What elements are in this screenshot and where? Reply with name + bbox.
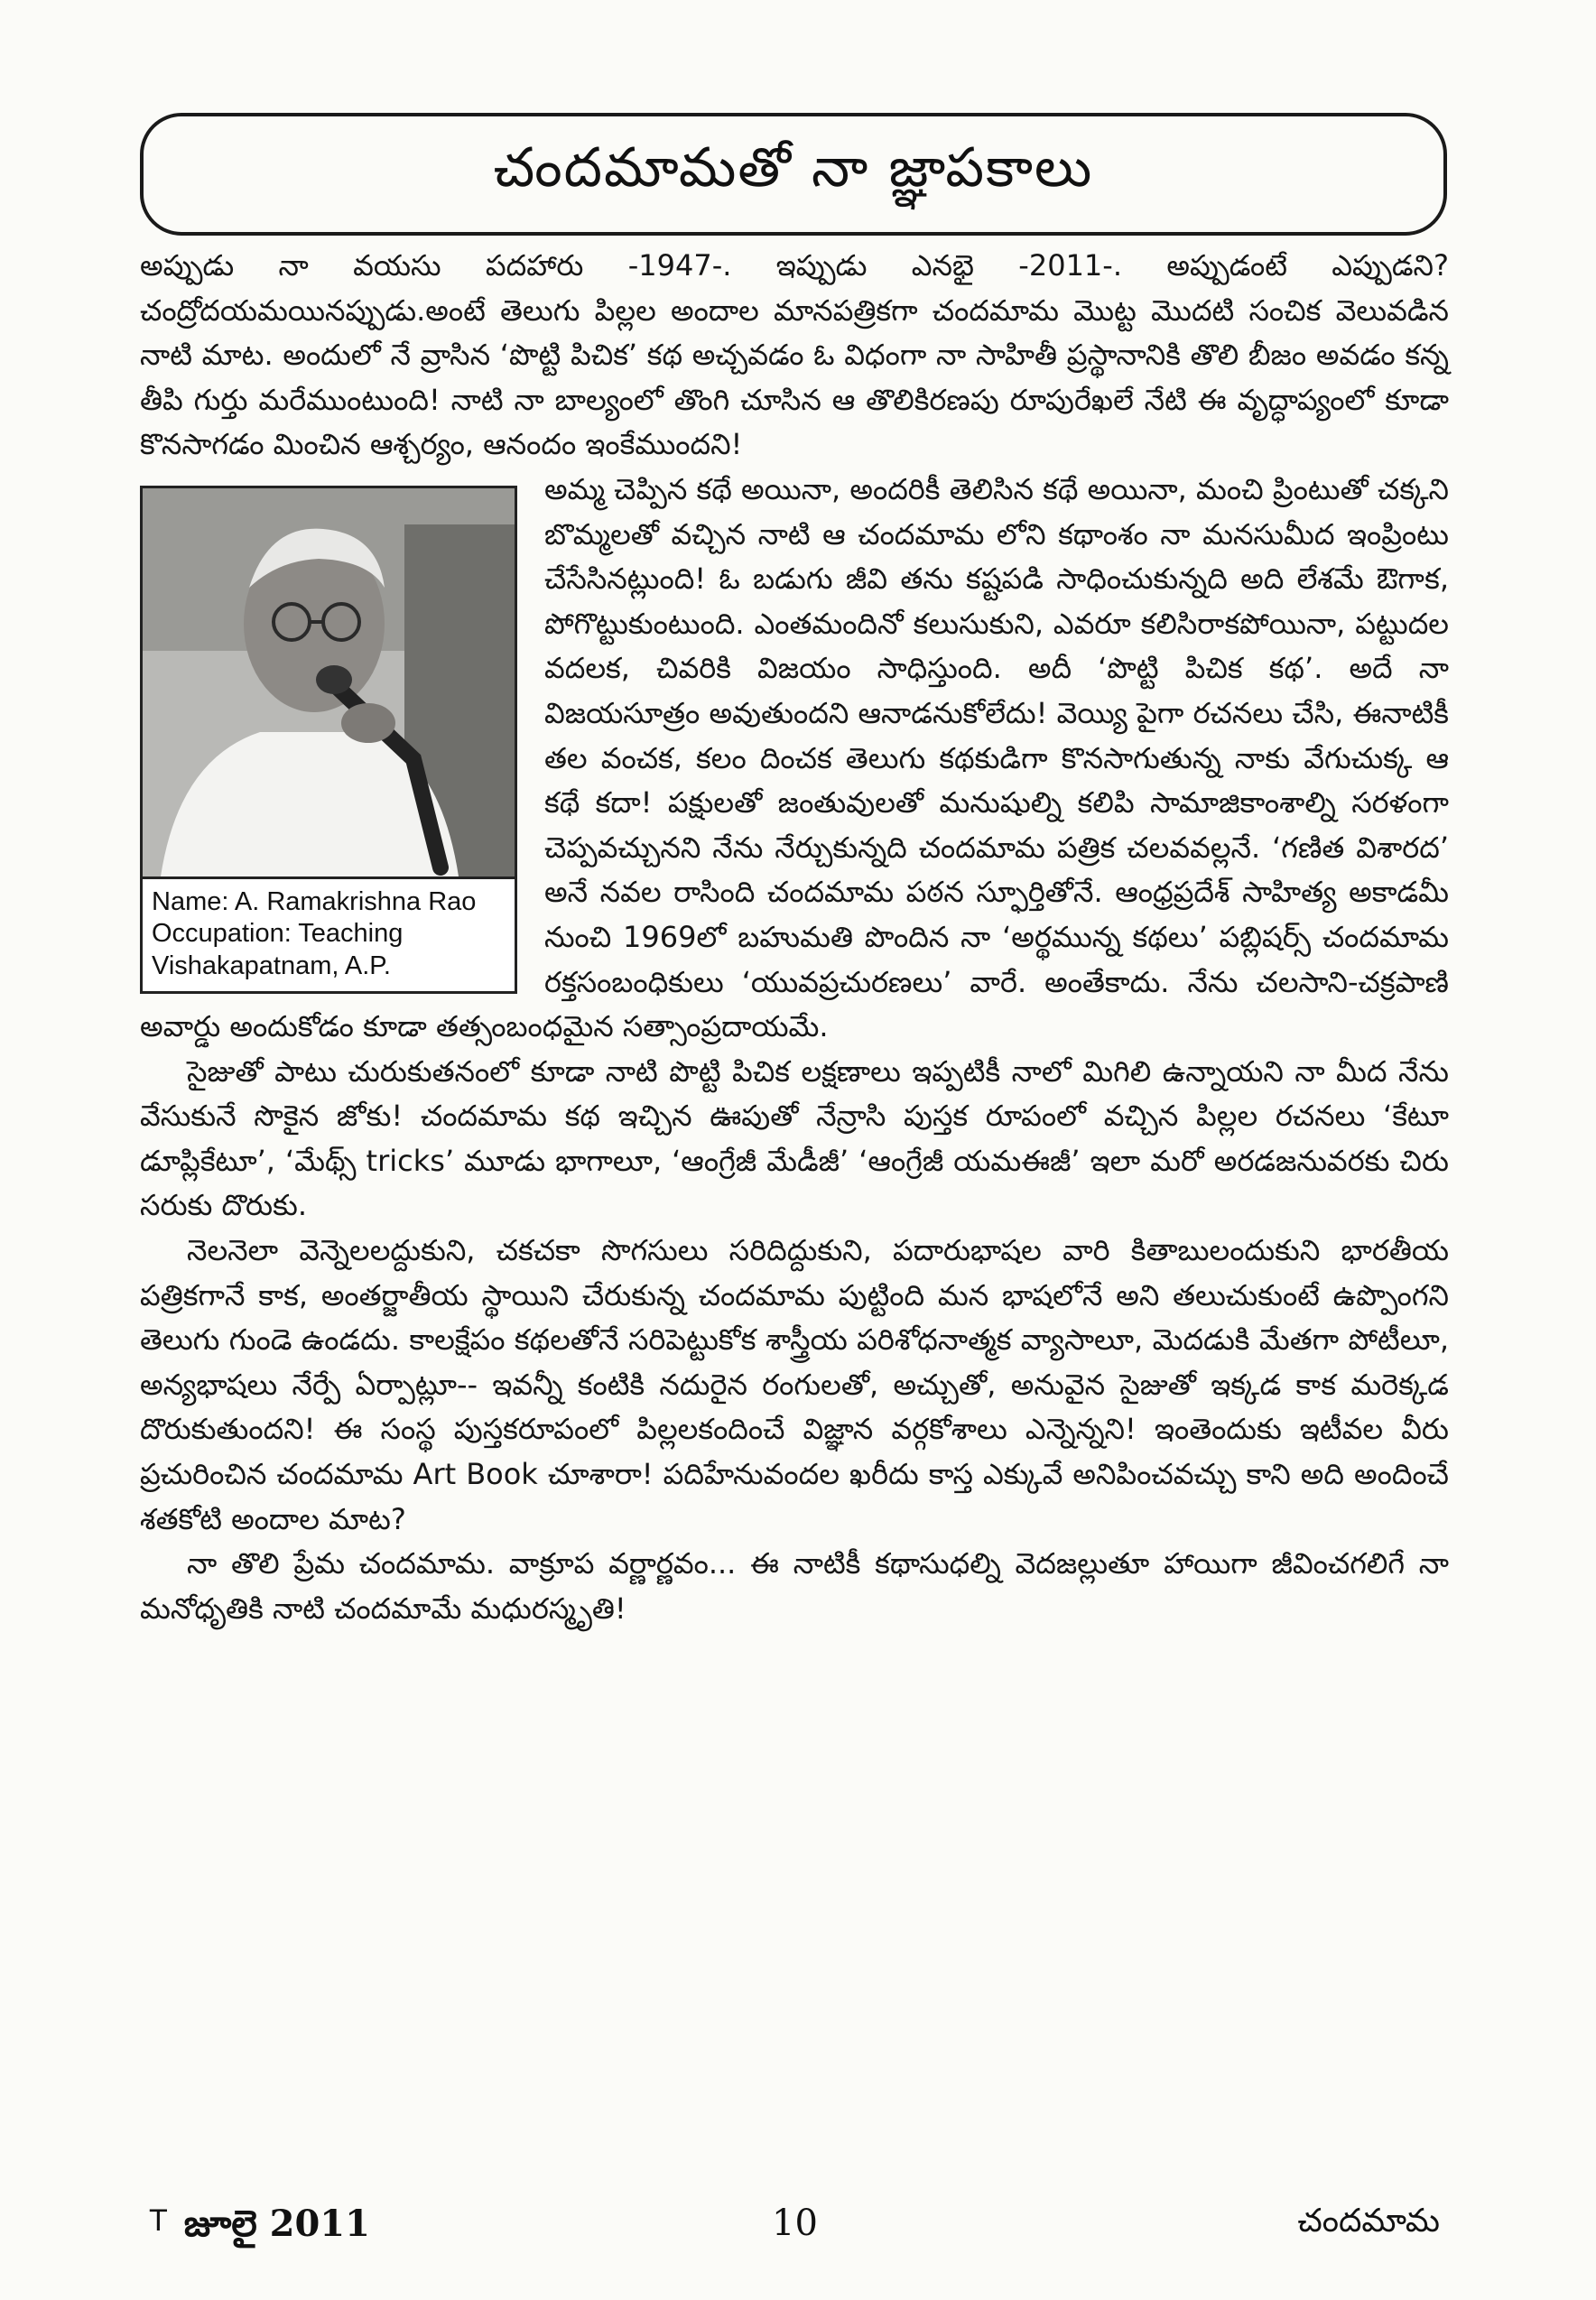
article-body [140, 244, 1449, 1631]
paragraph-3: సైజుతో పాటు చురుకుతనంలో కూడా నాటి పొట్టి పిచిక లక్షణాలు ఇప్పటికీ నాలో మిగిలి ఉన్నాయని నా మీద నేను వేసుకునే సొకైన జోకు! చందమామ కథ ఇచ్చిన ఊపుతో నేన్రాసి పుస్తక రూపంలో వచ్చిన పిల్లల రచనలు ‘కేటూ డూప్లికేటూ’, ‘మేథ్స్ tricks’ మూడు భాగాలూ, ‘ఆంగ్రేజీ మేడీజీ’ ‘ఆంగ్రేజీ యమఈజీ’ ఇలా మరో అరడజనువరకు చిరు సరుకు దొరుకు. [140, 1053, 1449, 1223]
paragraph-5: నా తొలి ప్రేమ చందమామ. వాక్రూప వర్ణార్ణవం... ఈ నాటికీ కథాసుధల్ని వెదజల్లుతూ హాయిగా జీవించగలిగే నా మనోధృతికి నాటి చందమామే మధురస్మృతి! [140, 1546, 1449, 1626]
author-figure [140, 486, 517, 994]
photo-caption [143, 876, 515, 991]
page-footer [140, 2203, 1449, 2257]
paragraph-2: అమ్మ చెప్పిన కథే అయినా, అందరికీ తెలిసిన కథే అయినా, మంచి ప్రింటుతో చక్కని బొమ్మలతో వచ్చిన నాటి ఆ చందమామ లోని కథాంశం నా మనసుమీద ఇంప్రింటు చేసేసినట్లుంది! ఓ బడుగు జీవి తను కష్టపడి సాధించుకున్నది అది లేశమే ఔగాక, పోగొట్టుకుంటుంది. ఎంతమందినో కలుసుకుని, ఎవరూ కలిసిరాకపోయినా, పట్టుదల వదలక, చివరికి విజయం సాధిస్తుంది. అదీ ‘పొట్టి పిచిక కథ’. అదే నా విజయసూత్రం అవుతుందని ఆనాడనుకోలేదు! వెయ్యి పైగా రచనలు చేసి, ఈనాటికీ తల వంచక, కలం దించక తెలుగు కథకుడిగా కొనసాగుతున్న నాకు వేగుచుక్క ఆ కథే కదా! పక్షులతో జంతువులతో మనుషుల్ని కలిపి సామాజికాంశాల్ని సరళంగా చెప్పవచ్చునని నేను నేర్చుకున్నది చందమామ పత్రిక చలవవల్లనే. ‘గణిత విశారద’ అనే నవల రాసింది చందమామ పఠన స్ఫూర్తితోనే. ఆంధ్రప్రదేశ్ సాహిత్య అకాడమీ నుంచి 1969లో బహుమతి పొందిన నా ‘అర్థమున్న కథలు’ పబ్లిషర్స్ చందమామ రక్తసంబంధికులు ‘యువప్రచురణలు’ వారే. అంతేకాదు. నేను చలసాని-చక్రపాణి అవార్డు అందుకోడం కూడా తత్సంబంధమైన సత్సాంప్రదాయమే. [140, 471, 1449, 1044]
caption-place: Vishakapatnam, A.P. [152, 951, 391, 980]
caption-occupation: Occupation: Teaching [152, 919, 404, 949]
footer-date [149, 2203, 370, 2254]
page-number: 10 [772, 2203, 818, 2244]
paragraph-4: నెలనెలా వెన్నెలలద్దుకుని, చకచకా సొగసులు సరిదిద్దుకుని, పదారుభాషల వారి కితాబులందుకుని భారతీయ పత్రికగానే కాక, అంతర్జాతీయ స్థాయిని చేరుకున్న చందమామ పుట్టింది మన భాషలోనే అని తలుచుకుంటే ఉప్పొంగని తెలుగు గుండె ఉండదు. కాలక్షేపం కథలతోనే సరిపెట్టుకోక శాస్త్రీయ పరిశోధనాత్మక వ్యాసాలూ, మెదడుకి మేతగా పోటీలూ, అన్యభాషలు నేర్పే ఏర్పాట్లూ-- ఇవన్నీ కంటికి నదురైన రంగులతో, అచ్చుతో, అనువైన సైజుతో ఇక్కడ కాక మరెక్కడ దొరుకుతుందని! ఈ సంస్థ పుస్తకరూపంలో పిల్లలకందించే విజ్ఞాన వర్గకోశాలు ఎన్నెన్నని! ఇంతెందుకు ఇటీవల వీరు ప్రచురించిన చందమామ Art Book చూశారా! పదిహేనువందల ఖరీదు కాస్త ఎక్కువే అనిపించవచ్చు కాని అది అందించే శతకోటి అందాల మాట? [140, 1233, 1449, 1536]
paragraph-1: అప్పుడు నా వయసు పదహారు -1947-. ఇప్పుడు ఎనభై -2011-. అప్పుడంటే ఎప్పుడని? చంద్రోదయమయినప్పుడు.అంటే తెలుగు పిల్లల అందాల మానపత్రికగా చందమామ మొట్ట మొదటి సంచిక వెలువడిన నాటి మాట. అందులో నే వ్రాసిన ‘పొట్టి పిచిక’ కథ అచ్చవడం ఓ విధంగా నా సాహితీ ప్రస్థానానికి తొలి బీజం అవడం కన్న తీపి గుర్తు మరేముంటుంది! నాటి నా బాల్యంలో తొంగి చూసిన ఆ తొలికిరణపు రూపురేఖలే నేటి ఈ వృద్ధాప్యంలో కూడా కొనసాగడం మించిన ఆశ్చర్యం, ఆనందం ఇంకేముందని! [140, 248, 1449, 462]
footer-month-year: జూలై 2011 [183, 2203, 370, 2245]
caption-name: Name: A. Ramakrishna Rao [152, 886, 477, 916]
title-box [140, 113, 1447, 236]
author-photo [143, 488, 515, 876]
magazine-name: చందమామ [1297, 2203, 1440, 2240]
footer-mark: T [149, 2203, 168, 2238]
page-title: చందమామతో నా జ్ఞాపకాలు [493, 136, 1094, 199]
